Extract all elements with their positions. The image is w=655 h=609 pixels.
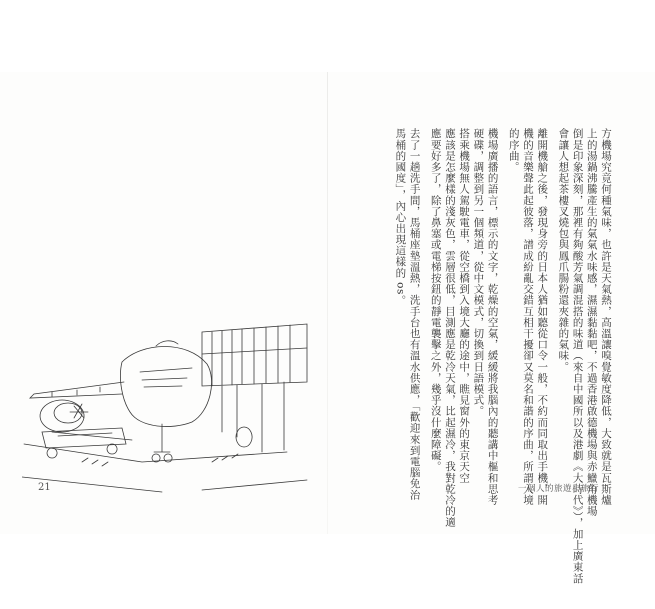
text-column: 會讓人想起茶樓叉燒包與鳳爪腸粉還夾雜的氣味。 xyxy=(557,128,570,373)
text-column: 應要好多了，除了鼻塞或電梯按鈕的靜電襲擊之外，幾乎沒什麼障礙。 xyxy=(429,128,442,473)
book-spread xyxy=(0,72,655,584)
running-title: 一個人的旅遊小旅行 xyxy=(518,484,600,494)
text-column: 的序曲。 xyxy=(507,128,520,173)
paragraph-gap xyxy=(549,128,556,428)
text-column: 硬碟，調整到另一個頻道，從中文模式，切換到日語模式。 xyxy=(472,128,485,417)
text-column: 離開機艙之後，發現身旁的日本人猶如聽從口令一般，不約而同取出手機，開 xyxy=(536,128,549,506)
text-column: 上的湯鍋沸騰產生的氣氣水味感，濕濕黏黏吧，不過香港啟德機場與赤鱲角機場 xyxy=(585,128,598,517)
text-column: 倒是印象深刻，那裡有夠酸芳氣調混搭的味道（來自中國所以及港劇《大時代》），加上廣東話 xyxy=(571,128,584,584)
airplane-sketch-illustration xyxy=(22,302,312,502)
text-column: 搭乘機場無人駕駛電車，從空橋到入境大廳的途中，瞧見窗外的東京天空 xyxy=(458,128,471,484)
text-column: 方機場究竟何種氣味，也許是天氣熱，高溫讓嗅覺敏度降低，大致就是瓦斯爐 xyxy=(600,128,612,506)
text-column: 去了一趟洗手間，馬桶座墊溫熱，洗手台也有溫水供應，「歡迎來到電腦免治 xyxy=(408,128,421,501)
text-column: 應該是怎麼樣的淺灰色，雲層很低，目測應是乾冷天氣，比起濕冷，我對乾冷的適 xyxy=(443,128,456,528)
text-column: 機場廣播的語言，標示的文字，乾燥的空氣，緩緩將我腦內的聽講中樞和思考 xyxy=(486,128,499,506)
text-column: 馬桶的國度」，內心出現這樣的 os。 xyxy=(394,128,407,307)
paragraph-gap xyxy=(422,128,429,428)
paragraph-gap xyxy=(500,128,507,428)
page-number: 21 xyxy=(38,482,51,493)
text-column: 機的音樂聲此起彼落，譜成紛亂交錯互相干擾卻又莫名和諧的序曲，所謂入境 xyxy=(521,128,534,506)
